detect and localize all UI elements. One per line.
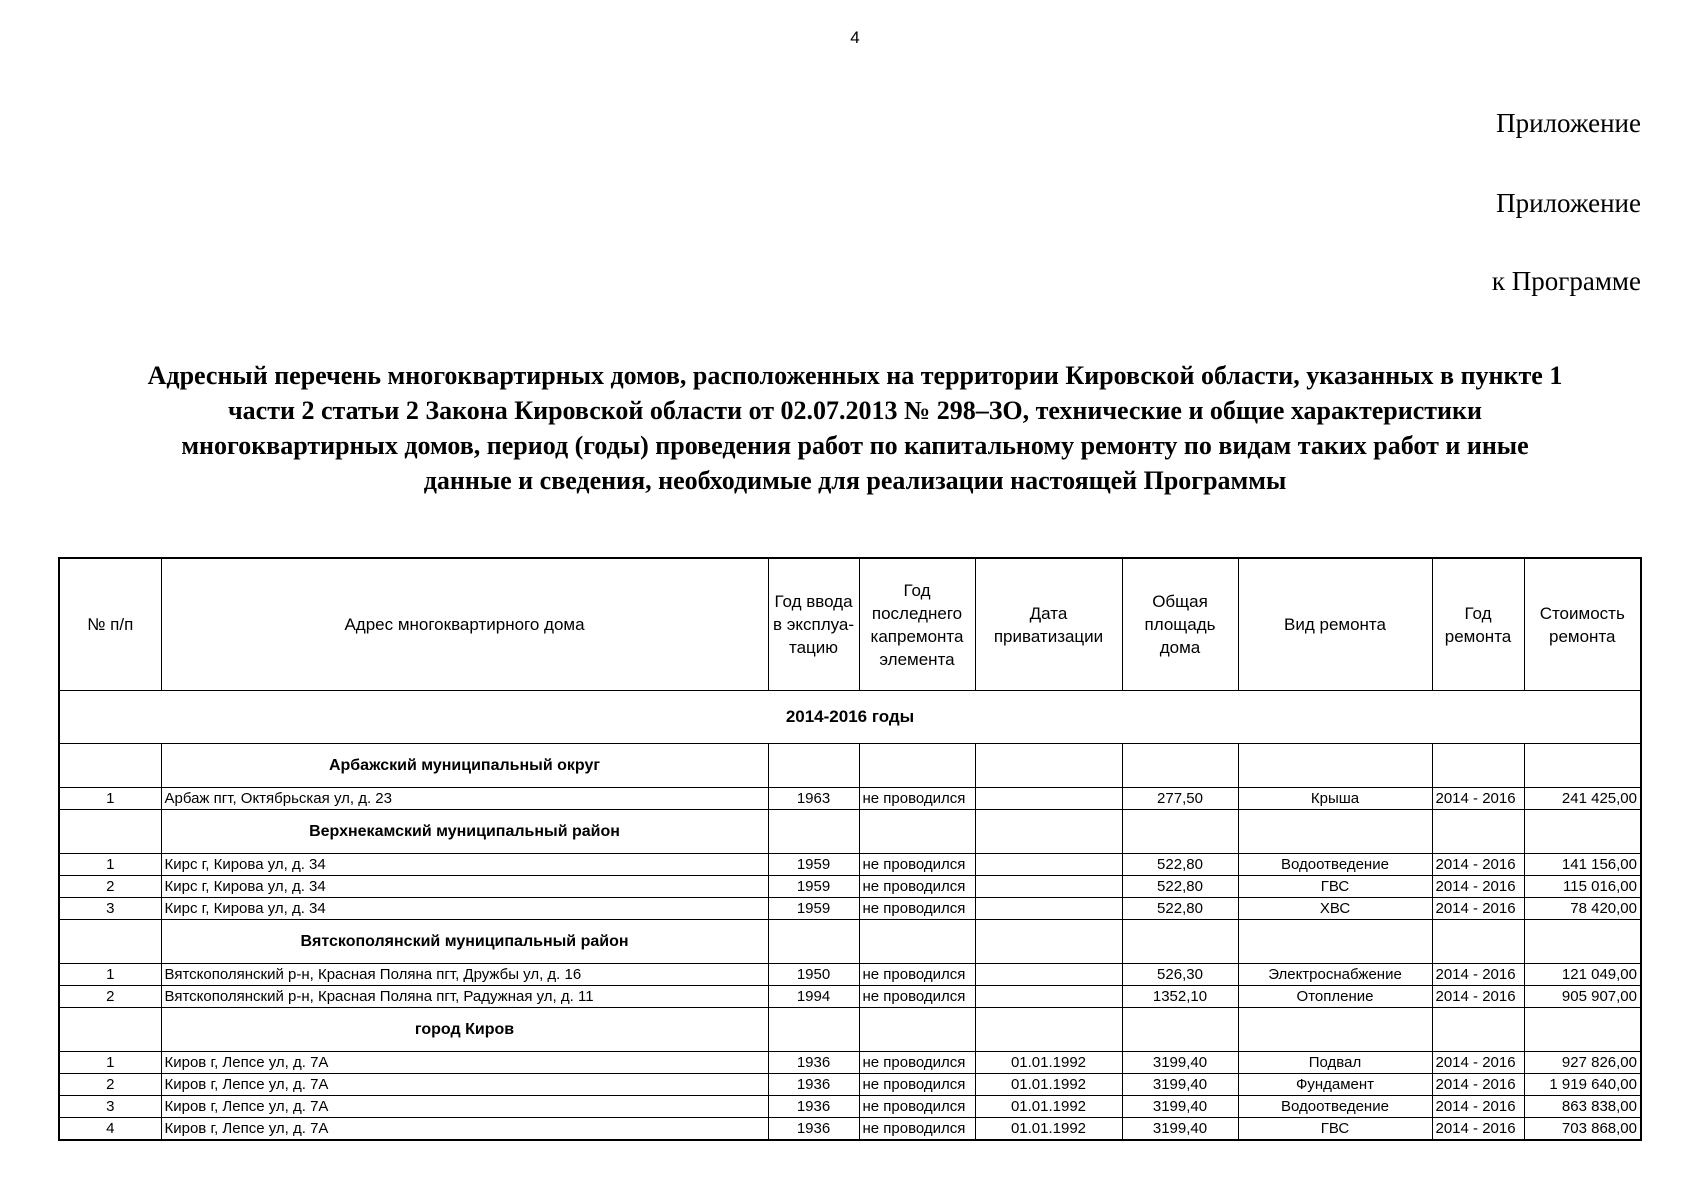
row-address-cell: Вятскополянский р-н, Красная Поляна пгт, Дружбы ул, д. 16: [161, 964, 768, 986]
row-privatization-cell: [975, 876, 1122, 898]
row-last-repair-cell: не проводился: [859, 1052, 975, 1074]
row-cost-cell: 927 826,00: [1524, 1052, 1641, 1074]
row-area-cell: 3199,40: [1122, 1052, 1238, 1074]
table-header-row: [59, 558, 1641, 691]
row-address-cell: Киров г, Лепсе ул, д. 7А: [161, 1118, 768, 1141]
title-line: Адресный перечень многоквартирных домов, расположенных на территории Кировской области, указанных в пункте 1: [147, 361, 1563, 390]
row-last-repair-cell: не проводился: [859, 964, 975, 986]
row-repair-type-cell: Подвал: [1238, 1052, 1432, 1074]
row-address-cell: Киров г, Лепсе ул, д. 7А: [161, 1052, 768, 1074]
row-area-cell: 3199,40: [1122, 1096, 1238, 1118]
row-privatization-cell: 01.01.1992: [975, 1096, 1122, 1118]
title-line: данные и сведения, необходимые для реализации настоящей Программы: [423, 466, 1287, 495]
row-address-cell: Вятскополянский р-н, Красная Поляна пгт, Радужная ул, д. 11: [161, 986, 768, 1008]
row-privatization-cell: 01.01.1992: [975, 1052, 1122, 1074]
row-num-cell: 2: [59, 1074, 161, 1096]
empty-cell: [1524, 1008, 1641, 1052]
empty-cell: [59, 810, 161, 854]
empty-cell: [1432, 1008, 1524, 1052]
row-cost-cell: 115 016,00: [1524, 876, 1641, 898]
row-address-cell: Кирс г, Кирова ул, д. 34: [161, 876, 768, 898]
row-repair-year-cell: 2014 - 2016: [1432, 898, 1524, 920]
empty-cell: [59, 920, 161, 964]
title-line: многоквартирных домов, период (годы) проведения работ по капитальному ремонту по видам таких работ и иные: [181, 431, 1529, 460]
empty-cell: [1524, 920, 1641, 964]
row-area-cell: 522,80: [1122, 898, 1238, 920]
row-address-cell: Кирс г, Кирова ул, д. 34: [161, 854, 768, 876]
empty-cell: [859, 810, 975, 854]
row-last-repair-cell: не проводился: [859, 1096, 975, 1118]
row-area-cell: 1352,10: [1122, 986, 1238, 1008]
empty-cell: [975, 810, 1122, 854]
empty-cell: [1238, 1008, 1432, 1052]
row-year-built-cell: 1936: [768, 1096, 859, 1118]
empty-cell: [1432, 920, 1524, 964]
empty-cell: [1238, 810, 1432, 854]
table-row: [59, 1096, 1641, 1118]
district-row: [59, 1008, 1641, 1052]
table-row: [59, 1074, 1641, 1096]
row-num-cell: 3: [59, 898, 161, 920]
row-last-repair-cell: не проводился: [859, 854, 975, 876]
row-repair-year-cell: 2014 - 2016: [1432, 854, 1524, 876]
row-year-built-cell: 1936: [768, 1118, 859, 1141]
table-body: [59, 691, 1641, 1141]
document-title: [40, 358, 1670, 498]
row-cost-cell: 78 420,00: [1524, 898, 1641, 920]
row-num-cell: 1: [59, 1052, 161, 1074]
district-row: [59, 744, 1641, 788]
district-name: Верхнекамский муниципальный район: [161, 810, 768, 854]
row-repair-type-cell: Отопление: [1238, 986, 1432, 1008]
row-num-cell: 1: [59, 964, 161, 986]
row-privatization-cell: [975, 788, 1122, 810]
row-repair-type-cell: Фундамент: [1238, 1074, 1432, 1096]
empty-cell: [768, 920, 859, 964]
row-address-cell: Киров г, Лепсе ул, д. 7А: [161, 1096, 768, 1118]
appendix-program-label: к Программе: [1491, 266, 1641, 296]
row-year-built-cell: 1994: [768, 986, 859, 1008]
row-privatization-cell: [975, 964, 1122, 986]
empty-cell: [859, 920, 975, 964]
header-repair-type: Вид ремонта: [1238, 558, 1432, 691]
row-last-repair-cell: не проводился: [859, 1074, 975, 1096]
table-row: [59, 964, 1641, 986]
row-cost-cell: 905 907,00: [1524, 986, 1641, 1008]
header-privatization: Дата приватизации: [975, 558, 1122, 691]
row-repair-year-cell: 2014 - 2016: [1432, 1074, 1524, 1096]
row-privatization-cell: [975, 898, 1122, 920]
district-name: город Киров: [161, 1008, 768, 1052]
empty-cell: [1432, 810, 1524, 854]
row-area-cell: 3199,40: [1122, 1074, 1238, 1096]
row-repair-type-cell: ХВС: [1238, 898, 1432, 920]
row-cost-cell: 141 156,00: [1524, 854, 1641, 876]
row-repair-year-cell: 2014 - 2016: [1432, 1118, 1524, 1141]
table-row: [59, 876, 1641, 898]
row-cost-cell: 863 838,00: [1524, 1096, 1641, 1118]
empty-cell: [1524, 744, 1641, 788]
header-year-built: Год ввода в эксплуа-тацию: [768, 558, 859, 691]
empty-cell: [975, 744, 1122, 788]
empty-cell: [59, 744, 161, 788]
row-year-built-cell: 1963: [768, 788, 859, 810]
header-address: Адрес многоквартирного дома: [161, 558, 768, 691]
row-privatization-cell: [975, 854, 1122, 876]
row-repair-year-cell: 2014 - 2016: [1432, 1096, 1524, 1118]
empty-cell: [1238, 744, 1432, 788]
row-year-built-cell: 1950: [768, 964, 859, 986]
row-cost-cell: 241 425,00: [1524, 788, 1641, 810]
row-num-cell: 1: [59, 854, 161, 876]
row-privatization-cell: 01.01.1992: [975, 1118, 1122, 1141]
row-repair-year-cell: 2014 - 2016: [1432, 986, 1524, 1008]
row-num-cell: 2: [59, 876, 161, 898]
row-last-repair-cell: не проводился: [859, 788, 975, 810]
row-num-cell: 2: [59, 986, 161, 1008]
header-cost: Стоимость ремонта: [1524, 558, 1641, 691]
row-area-cell: 3199,40: [1122, 1118, 1238, 1141]
row-year-built-cell: 1936: [768, 1052, 859, 1074]
row-last-repair-cell: не проводился: [859, 1118, 975, 1141]
empty-cell: [1432, 744, 1524, 788]
row-cost-cell: 1 919 640,00: [1524, 1074, 1641, 1096]
empty-cell: [859, 744, 975, 788]
row-area-cell: 522,80: [1122, 876, 1238, 898]
empty-cell: [1122, 920, 1238, 964]
row-repair-type-cell: Водоотведение: [1238, 1096, 1432, 1118]
row-repair-year-cell: 2014 - 2016: [1432, 964, 1524, 986]
empty-cell: [1122, 1008, 1238, 1052]
empty-cell: [1238, 920, 1432, 964]
district-row: [59, 810, 1641, 854]
row-repair-type-cell: Водоотведение: [1238, 854, 1432, 876]
empty-cell: [1524, 810, 1641, 854]
table-row: [59, 1118, 1641, 1141]
row-address-cell: Арбаж пгт, Октябрьская ул, д. 23: [161, 788, 768, 810]
empty-cell: [768, 810, 859, 854]
row-year-built-cell: 1959: [768, 898, 859, 920]
row-address-cell: Киров г, Лепсе ул, д. 7А: [161, 1074, 768, 1096]
table-row: [59, 854, 1641, 876]
empty-cell: [1122, 744, 1238, 788]
row-privatization-cell: [975, 986, 1122, 1008]
row-num-cell: 4: [59, 1118, 161, 1141]
row-address-cell: Кирс г, Кирова ул, д. 34: [161, 898, 768, 920]
row-area-cell: 526,30: [1122, 964, 1238, 986]
empty-cell: [1122, 810, 1238, 854]
row-repair-type-cell: ГВС: [1238, 1118, 1432, 1141]
row-repair-year-cell: 2014 - 2016: [1432, 788, 1524, 810]
row-area-cell: 277,50: [1122, 788, 1238, 810]
header-last-repair: Год последнего капремонта элемента: [859, 558, 975, 691]
table-row: [59, 788, 1641, 810]
appendix-label: Приложение: [1496, 108, 1641, 138]
empty-cell: [768, 1008, 859, 1052]
header-repair-year: Год ремонта: [1432, 558, 1524, 691]
row-num-cell: 1: [59, 788, 161, 810]
table-row: [59, 1052, 1641, 1074]
empty-cell: [768, 744, 859, 788]
row-privatization-cell: 01.01.1992: [975, 1074, 1122, 1096]
table-row: [59, 898, 1641, 920]
page-number: 4: [850, 28, 860, 47]
row-num-cell: 3: [59, 1096, 161, 1118]
period-row: [59, 691, 1641, 744]
row-repair-year-cell: 2014 - 2016: [1432, 1052, 1524, 1074]
row-repair-type-cell: ГВС: [1238, 876, 1432, 898]
row-last-repair-cell: не проводился: [859, 898, 975, 920]
header-num: № п/п: [59, 558, 161, 691]
row-year-built-cell: 1959: [768, 854, 859, 876]
row-repair-type-cell: Крыша: [1238, 788, 1432, 810]
row-last-repair-cell: не проводился: [859, 986, 975, 1008]
appendix-label-repeat: Приложение: [1496, 188, 1641, 218]
district-name: Арбажский муниципальный округ: [161, 744, 768, 788]
row-last-repair-cell: не проводился: [859, 876, 975, 898]
empty-cell: [975, 1008, 1122, 1052]
row-repair-year-cell: 2014 - 2016: [1432, 876, 1524, 898]
housing-registry-table: [58, 557, 1642, 1141]
empty-cell: [975, 920, 1122, 964]
row-repair-type-cell: Электроснабжение: [1238, 964, 1432, 986]
period-label: 2014-2016 годы: [59, 691, 1641, 744]
row-year-built-cell: 1959: [768, 876, 859, 898]
header-area: Общая площадь дома: [1122, 558, 1238, 691]
row-cost-cell: 121 049,00: [1524, 964, 1641, 986]
table-row: [59, 986, 1641, 1008]
empty-cell: [859, 1008, 975, 1052]
row-cost-cell: 703 868,00: [1524, 1118, 1641, 1141]
title-line: части 2 статьи 2 Закона Кировской области от 02.07.2013 № 298–ЗО, технические и общие характеристики: [227, 396, 1483, 425]
district-name: Вятскополянский муниципальный район: [161, 920, 768, 964]
row-year-built-cell: 1936: [768, 1074, 859, 1096]
district-row: [59, 920, 1641, 964]
empty-cell: [59, 1008, 161, 1052]
row-area-cell: 522,80: [1122, 854, 1238, 876]
